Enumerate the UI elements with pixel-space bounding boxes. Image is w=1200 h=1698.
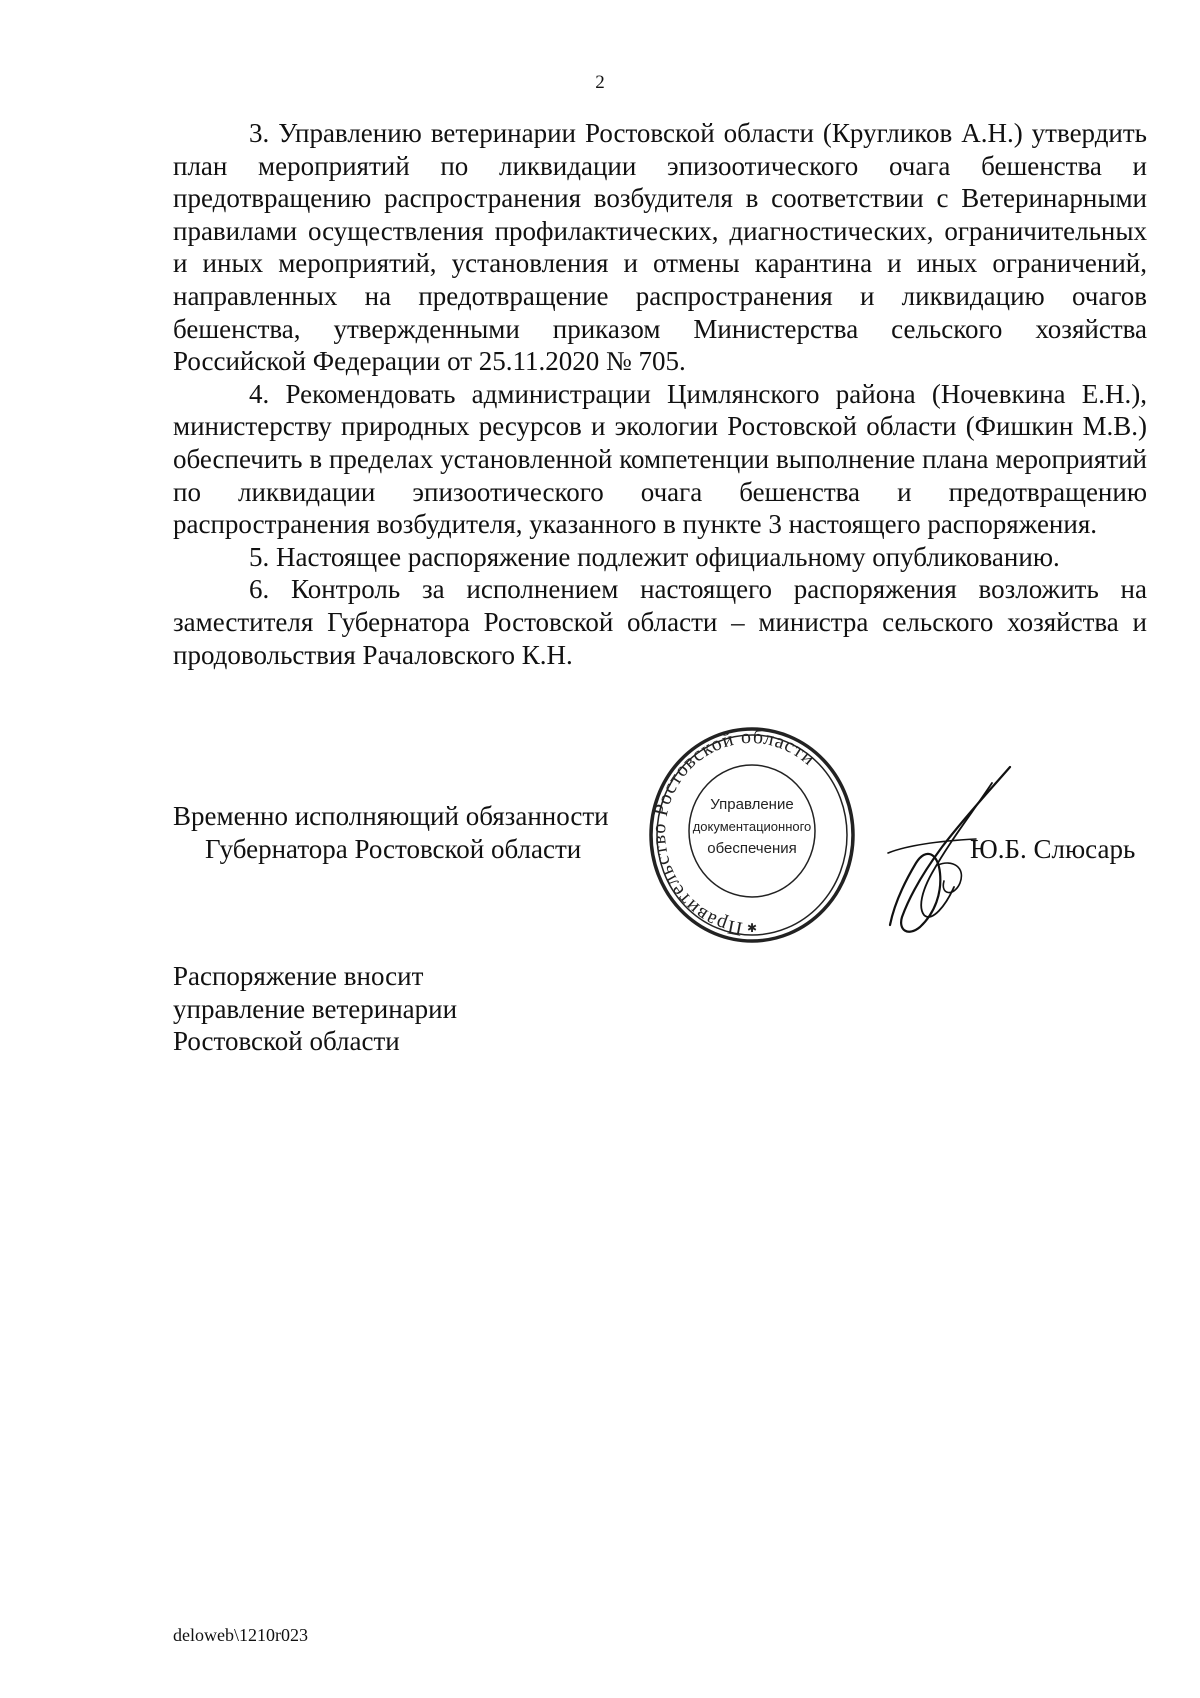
- submitted-by: [173, 960, 457, 1058]
- seal-inner-line-2: документационного: [692, 819, 812, 834]
- submitted-by-line-2: управление ветеринарии: [173, 993, 458, 1024]
- footer-document-code: deloweb\1210r023: [173, 1625, 308, 1645]
- official-seal: [647, 727, 857, 947]
- paragraph-3: 3. Управлению ветеринарии Ростовской области (Кругликов А.Н.) утвердить план мероприятий по ликвидации эпизоотического очага бешенства и предотвращению распространения возбудителя в соответствии с Ветеринарными правилами осуществления профилактических, диагностических, ограничительных и иных мероприятий, установления и отмены карантина и иных ограничений, направленных на предотвращение распространения и ликвидацию очагов бешенства, утвержденными приказом Министерства сельского хозяйства Российской Федерации от 25.11.2020 № 705.: [173, 118, 1147, 377]
- seal-inner-line-3: обеспечения: [707, 840, 797, 857]
- signatory-position-line-2: Губернатора Ростовской области: [205, 833, 582, 864]
- seal-star-icon: ✱: [746, 921, 758, 935]
- page-number: 2: [595, 72, 605, 93]
- submitted-by-line-1: Распоряжение вносит: [173, 961, 424, 991]
- signatory-position: [173, 800, 609, 865]
- paragraph-4: 4. Рекомендовать администрации Цимлянского района (Ночевкина Е.Н.), министерству природных ресурсов и экологии Ростовской области (Фишкин М.В.) обеспечить в пределах установленной компетенции выполнение плана мероприятий по ликвидации эпизоотического очага бешенства и предотвращению распространения возбудителя, указанного в пункте 3 настоящего распоряжения.: [173, 378, 1147, 540]
- seal-inner-line-1: Управление: [710, 796, 794, 813]
- submitted-by-line-3: Ростовской области: [173, 1026, 400, 1057]
- signatory-position-line-1: Временно исполняющий обязанности: [173, 801, 609, 831]
- document-body: [173, 117, 1147, 671]
- seal-outer-text: Правительство Ростовской области: [648, 727, 821, 940]
- paragraph-5: 5. Настоящее распоряжение подлежит официальному опубликованию.: [249, 541, 1060, 572]
- paragraph-6: 6. Контроль за исполнением настоящего распоряжения возложить на заместителя Губернатора Ростовской области – министра сельского хозяйства и продовольствия Рачаловского К.Н.: [173, 574, 1147, 670]
- signatory-name: Ю.Б. Слюсарь: [970, 834, 1136, 864]
